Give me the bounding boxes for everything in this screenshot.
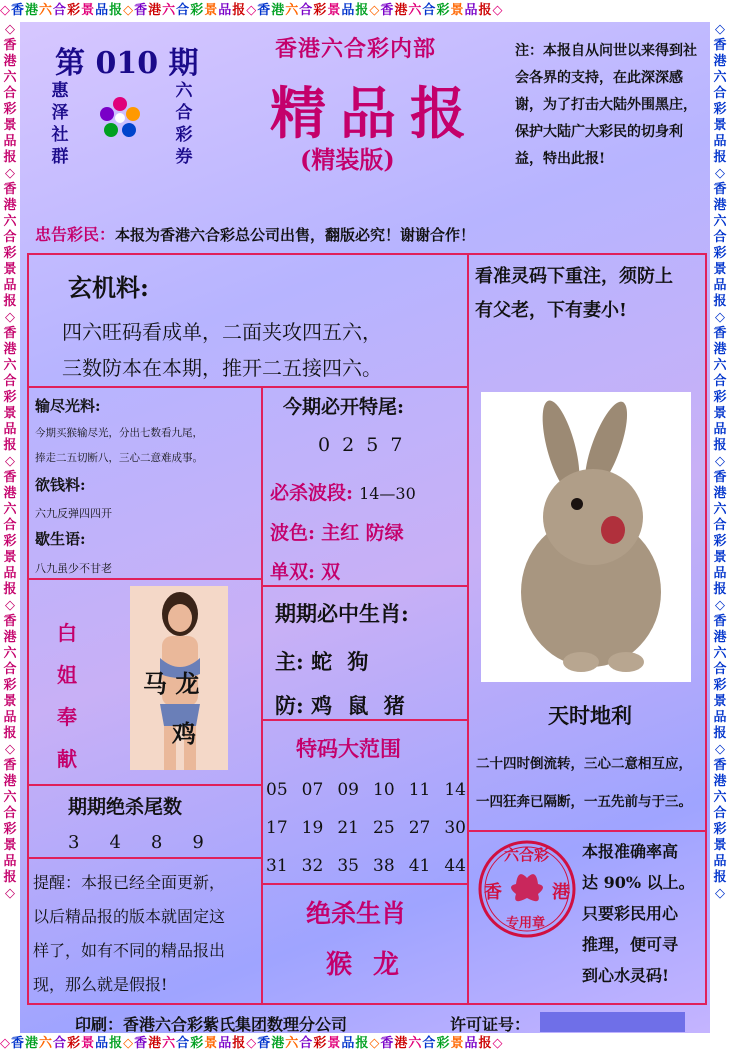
footer-printer: 印刷：香港六合彩紫氏集团数理分公司 [75,1015,348,1034]
range-number: 30 [444,818,466,838]
kill-tail-number: 9 [192,832,204,853]
grid-line [263,585,469,587]
range-number: 31 [266,856,288,876]
range-row [266,856,466,894]
lose-all-line-2: 捧走二五切断八，三心二意难成事。 [35,452,203,464]
girl-vertical-text: 白 姐 奉 献 [57,621,77,771]
header-left-chars: 惠 泽 社 群 [51,81,69,167]
grid-line [27,857,263,859]
grid-line [469,830,707,832]
odd-even-value: 双 [321,561,341,583]
tianshi-line-2: 一四狂奔已隔断，一五先前与于三。 [476,794,692,810]
special-tail-numbers: 0 2 5 7 [318,434,406,456]
special-tail-title: 今期必开特尾: [283,396,405,418]
accuracy-text: 本报准确率高 达 90% 以上。 只要彩民用心 推理，便可寻 到心水灵码! [582,842,695,985]
wave-color-row [270,518,404,545]
kill-zodiac-title: 绝杀生肖 [306,899,407,928]
rabbit-caption-line-2: 有父老，下有妻小! [475,300,627,321]
xuanji-title: 玄机料: [68,273,149,302]
header-edition: (精装版) [300,145,395,174]
grid-line [27,784,263,786]
lose-all-line-1: 今期买猴输尽光，分出七数看九尾， [35,427,203,439]
zodiac-main-value: 蛇 狗 [311,649,373,674]
range-number: 09 [337,780,359,800]
footer-license: 许可证号： [450,1015,531,1034]
grid-line [27,253,29,1005]
rabbit-caption-line-1: 看准灵码下重注，须防上 [475,266,673,287]
range-number: 41 [408,856,431,876]
zodiac-title: 期期必中生肖: [275,601,409,626]
range-number: 17 [266,818,288,838]
xuanji-line-2: 三数防本在本期，推开二五接四六。 [62,356,382,380]
zodiac-guard-label: 防: [275,693,304,718]
range-number: 11 [408,780,431,800]
range-number: 10 [373,780,395,800]
xuanji-line-1: 四六旺码看成单，二面夹攻四五六， [62,320,382,344]
grid-line [27,1003,707,1005]
girl-overlay-2: 鸡 [172,719,196,748]
warning-label: 忠告彩民： [35,225,116,244]
lose-all-title: 输尽光料: [35,397,101,415]
rabbit-photo [481,392,691,682]
header-title: 精品报 [270,81,480,147]
odd-even-row [270,557,340,584]
saying-line: 八九虽少不甘老 [35,562,112,575]
range-number: 25 [373,818,395,838]
warning-line [35,222,475,245]
range-number: 07 [301,780,324,800]
money-title: 欲钱料: [35,476,86,494]
header-subtitle: 香港六合彩内部 [275,36,437,62]
kill-tail-number: 4 [109,832,121,853]
kill-wave-value: 14—30 [359,484,416,503]
tianshi-title: 天时地利 [548,703,632,728]
header-notice: 注：本报自从问世以来得到社会各界的支持，在此深深感谢，为了打击大陆外围黑庄，保护大陆广大彩民的切身利益，特出此报! [515,43,697,167]
range-number: 21 [337,818,359,838]
warning-text: 本报为香港六合彩总公司出售，翻版必究！谢谢合作！ [115,226,476,244]
kill-tail-number: 8 [150,832,163,853]
kill-wave-label: 必杀波段: [270,482,354,504]
range-title: 特码大范围 [296,736,401,761]
kill-tail-title: 期期绝杀尾数 [68,796,183,818]
grid-line [27,578,263,580]
zodiac-guard-row [275,690,409,720]
border-right: ◇香港六合彩景品报◇香港六合彩景品报◇香港六合彩景品报◇香港六合彩景品报◇香港六合彩景品报◇香港六合彩景品报◇ [710,22,730,1033]
zodiac-guard-value: 鸡 鼠 猪 [311,693,409,718]
border-left: ◇香港六合彩景品报◇香港六合彩景品报◇香港六合彩景品报◇香港六合彩景品报◇香港六合彩景品报◇香港六合彩景品报◇ [0,22,20,1033]
kill-tail-number: 3 [68,832,80,853]
official-seal-stamp: 六合彩 香 港 专用章 [476,838,578,940]
range-number: 38 [373,856,395,876]
range-row [266,818,466,856]
range-number: 14 [444,780,466,800]
range-number: 35 [337,856,359,876]
range-number: 44 [444,856,466,876]
license-number-box [540,1012,685,1032]
saying-title: 歇生语: [35,530,86,548]
range-number: 19 [301,818,324,838]
grid-line [467,253,469,1005]
range-number: 32 [301,856,324,876]
kill-wave-row [270,478,416,505]
grid-line [27,386,469,388]
kill-zodiac-value: 猴 龙 [326,950,406,980]
reminder-text: 提醒：本报已经全面更新， 以后精品报的版本就固定这 样了，如有不同的精品报出 现，那么就是假报! [33,873,226,994]
kill-tail-numbers [68,832,204,853]
border-bottom: ◇香港六合彩景品报◇香港六合彩景品报◇香港六合彩景品报◇香港六合彩景品报◇ [0,1033,730,1055]
odd-even-label: 单双: [270,561,316,583]
zodiac-main-label: 主: [275,649,304,674]
girl-overlay-1: 马 龙 [143,669,200,698]
header-right-chars: 六 合 彩 券 [175,81,193,167]
grid-line [27,253,707,255]
zodiac-main-row [275,646,372,676]
border-top: ◇香港六合彩景品报◇香港六合彩景品报◇香港六合彩景品报◇香港六合彩景品报◇ [0,0,730,22]
wave-color-value: 主红 防绿 [321,522,404,544]
range-row [266,780,466,818]
wave-color-label: 波色: [270,522,316,544]
range-number: 05 [266,780,288,800]
range-grid [266,780,466,894]
range-number: 27 [408,818,431,838]
lottery-logo-icon [96,94,144,142]
tianshi-line-1: 二十四时倒流转，三心二意相互应， [476,756,692,772]
money-line: 六九反弹四四开 [35,507,112,520]
issue-number: 第 010 期 [55,46,199,81]
